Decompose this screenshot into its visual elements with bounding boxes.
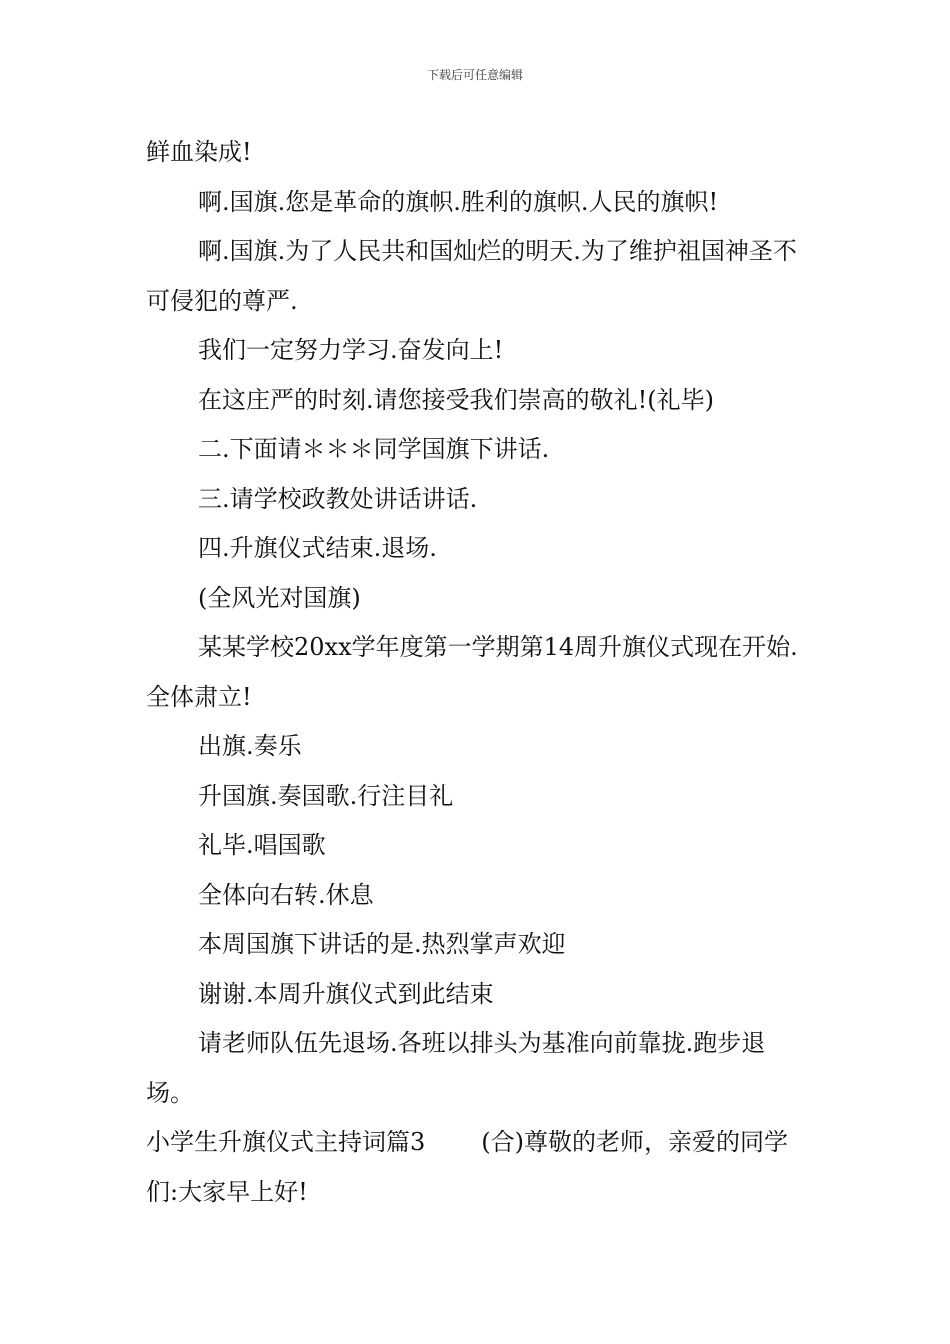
paragraph: 四.升旗仪式结束.退场. (198, 534, 437, 562)
paragraph: 啊.国旗.为了人民共和国灿烂的明天.为了维护祖国神圣不可侵犯的尊严. (146, 237, 797, 315)
section-heading-paragraph (146, 1118, 808, 1217)
section-title: 小学生升旗仪式主持词篇3 (146, 1128, 426, 1156)
paragraph: 我们一定努力学习.奋发向上! (198, 336, 504, 364)
paragraph: 在这庄严的时刻.请您接受我们崇高的敬礼!(礼毕) (198, 385, 714, 414)
paragraph: 升国旗.奏国歌.行注目礼 (198, 781, 454, 810)
paragraph: 某某学校20xx学年度第一学期第14周升旗仪式现在开始.全体肃立! (146, 633, 798, 711)
paragraph: 鲜血染成! (146, 138, 252, 166)
paragraph: (全风光对国旗) (198, 583, 361, 612)
page-header: 下载后可任意编辑 (426, 68, 523, 82)
paragraph: 本周国旗下讲话的是.热烈掌声欢迎 (198, 930, 566, 958)
paragraph: 二.下面请＊＊＊同学国旗下讲话. (198, 435, 550, 463)
paragraph: 三.请学校政教处讲话讲话. (198, 484, 478, 513)
paragraph: 礼毕.唱国歌 (198, 831, 326, 859)
paragraph: 谢谢.本周升旗仪式到此结束 (198, 979, 494, 1008)
document-body (146, 128, 808, 1217)
paragraph: 啊.国旗.您是革命的旗帜.胜利的旗帜.人民的旗帜! (198, 187, 719, 216)
paragraph: 全体向右转.休息 (198, 880, 374, 909)
paragraph: 请老师队伍先退场.各班以排头为基准向前靠拢.跑步退场。 (146, 1029, 766, 1107)
section-text: (合)尊敬的老师，亲爱的同学们:大家早上好! (146, 1128, 789, 1206)
paragraph: 出旗.奏乐 (198, 732, 302, 760)
